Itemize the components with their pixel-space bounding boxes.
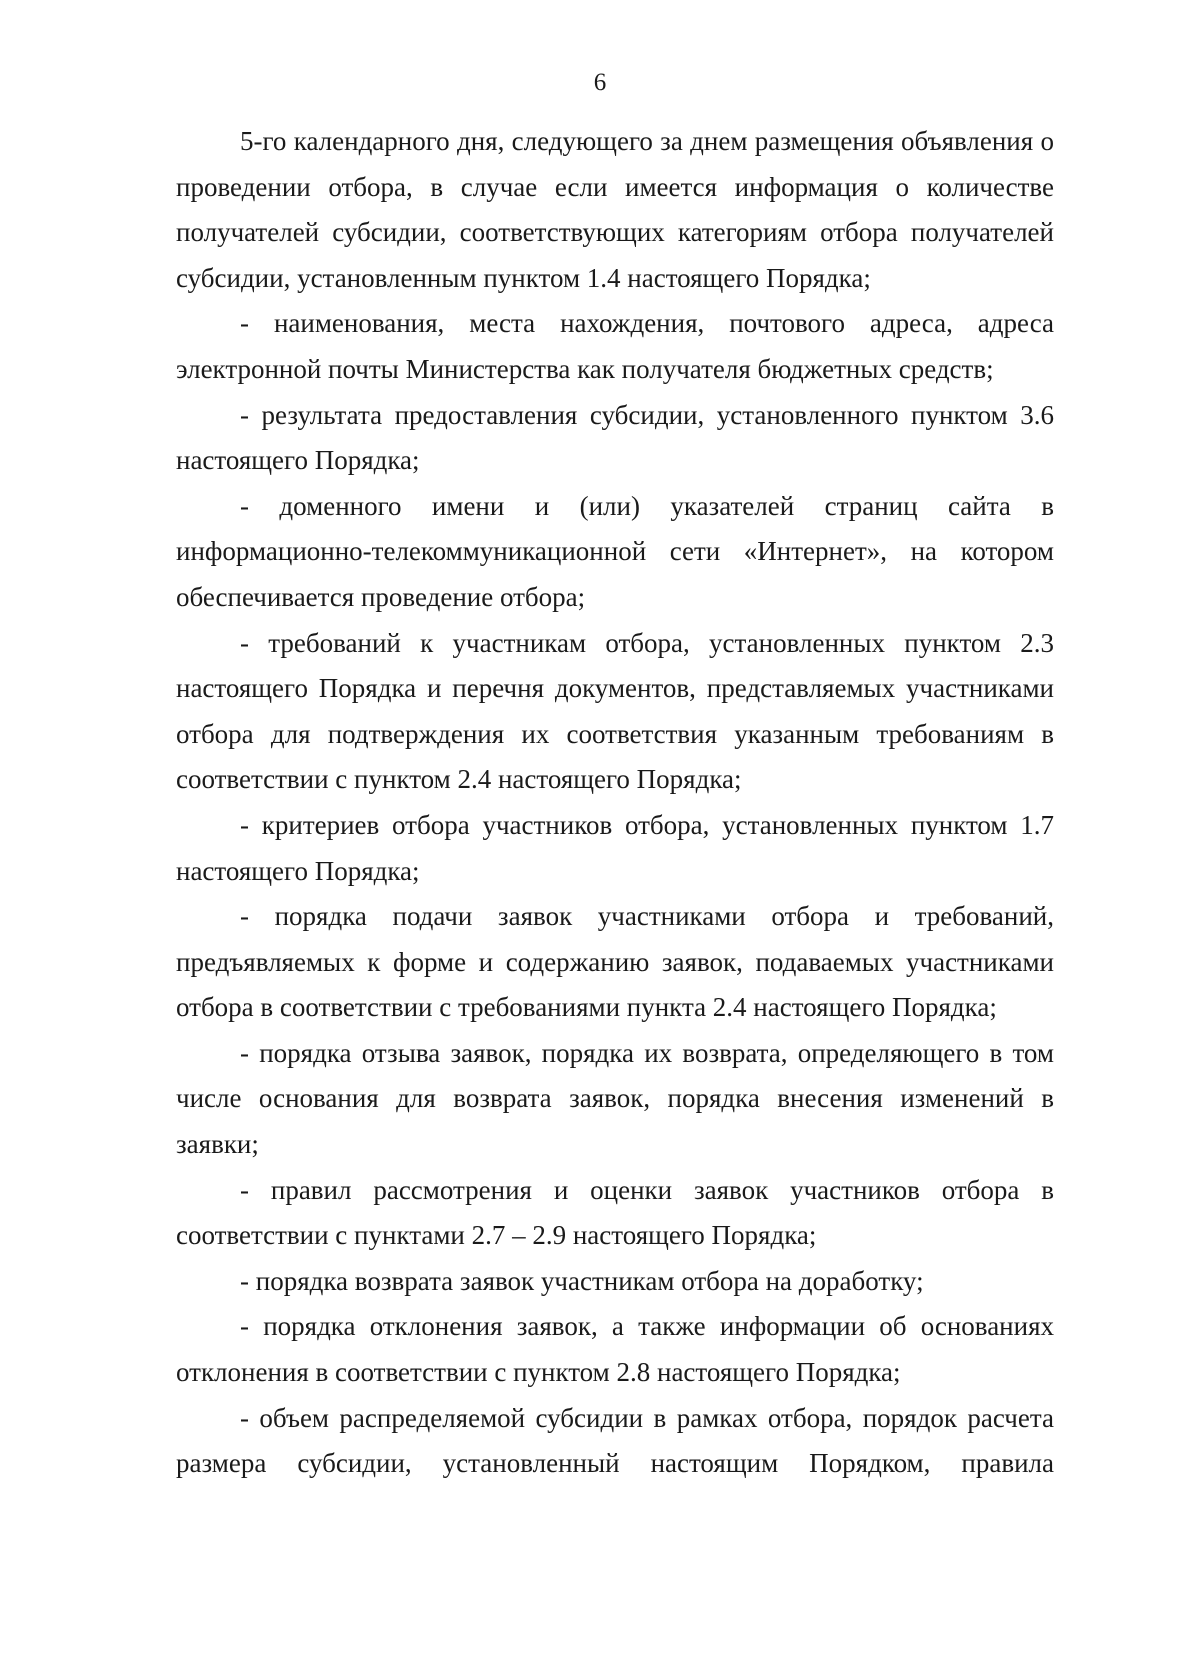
list-item-result: - результата предоставления субсидии, установленного пунктом 3.6 настоящего Порядка; (176, 399, 1054, 476)
list-item-return: - порядка возврата заявок участникам отбора на доработку; (240, 1265, 924, 1296)
list-item-domain: - доменного имени и (или) указателей страниц сайта в информационно-телекоммуникационной сети «Интернет», на котором обеспечивается проведение отбора; (176, 490, 1054, 612)
list-item-criteria: - критериев отбора участников отбора, установленных пунктом 1.7 настоящего Порядка; (176, 809, 1054, 886)
list-item-withdrawal: - порядка отзыва заявок, порядка их возврата, определяющего в том числе основания для возврата заявок, порядка внесения изменений в заявки; (176, 1037, 1054, 1160)
document-body (176, 119, 1054, 1487)
paragraph-continuation: 5-го календарного дня, следующего за днем размещения объявления о проведении отбора, в случае если имеется информация о количестве получателей субсидии, соответствующих категориям отбора получателей субсидии, установленным пунктом 1.4 настоящего Порядка; (176, 126, 1054, 293)
list-item-review-rules: - правил рассмотрения и оценки заявок участников отбора в соответствии с пунктами 2.7 – 2.9 настоящего Порядка; (176, 1174, 1054, 1251)
list-item-application-order: - порядка подачи заявок участниками отбора и требований, предъявляемых к форме и содержанию заявок, подаваемых участниками отбора в соответствии с требованиями пункта 2.4 настоящего Порядка; (176, 901, 1054, 1023)
list-item-rejection: - порядка отклонения заявок, а также информации об основаниях отклонения в соответствии с пунктом 2.8 настоящего Порядка; (176, 1311, 1054, 1388)
page-number: 6 (593, 69, 607, 96)
list-item-volume: - объем распределяемой субсидии в рамках отбора, порядок расчета размера субсидии, установленный настоящим Порядком, правила (176, 1402, 1054, 1479)
list-item-requirements: - требований к участникам отбора, установленных пунктом 2.3 настоящего Порядка и перечня документов, представляемых участниками отбора для подтверждения их соответствия указанным требованиям в соответствии с пунктом 2.4 настоящего Порядка; (176, 627, 1054, 795)
list-item-name-location: - наименования, места нахождения, почтового адреса, адреса электронной почты Министерства как получателя бюджетных средств; (176, 308, 1054, 384)
